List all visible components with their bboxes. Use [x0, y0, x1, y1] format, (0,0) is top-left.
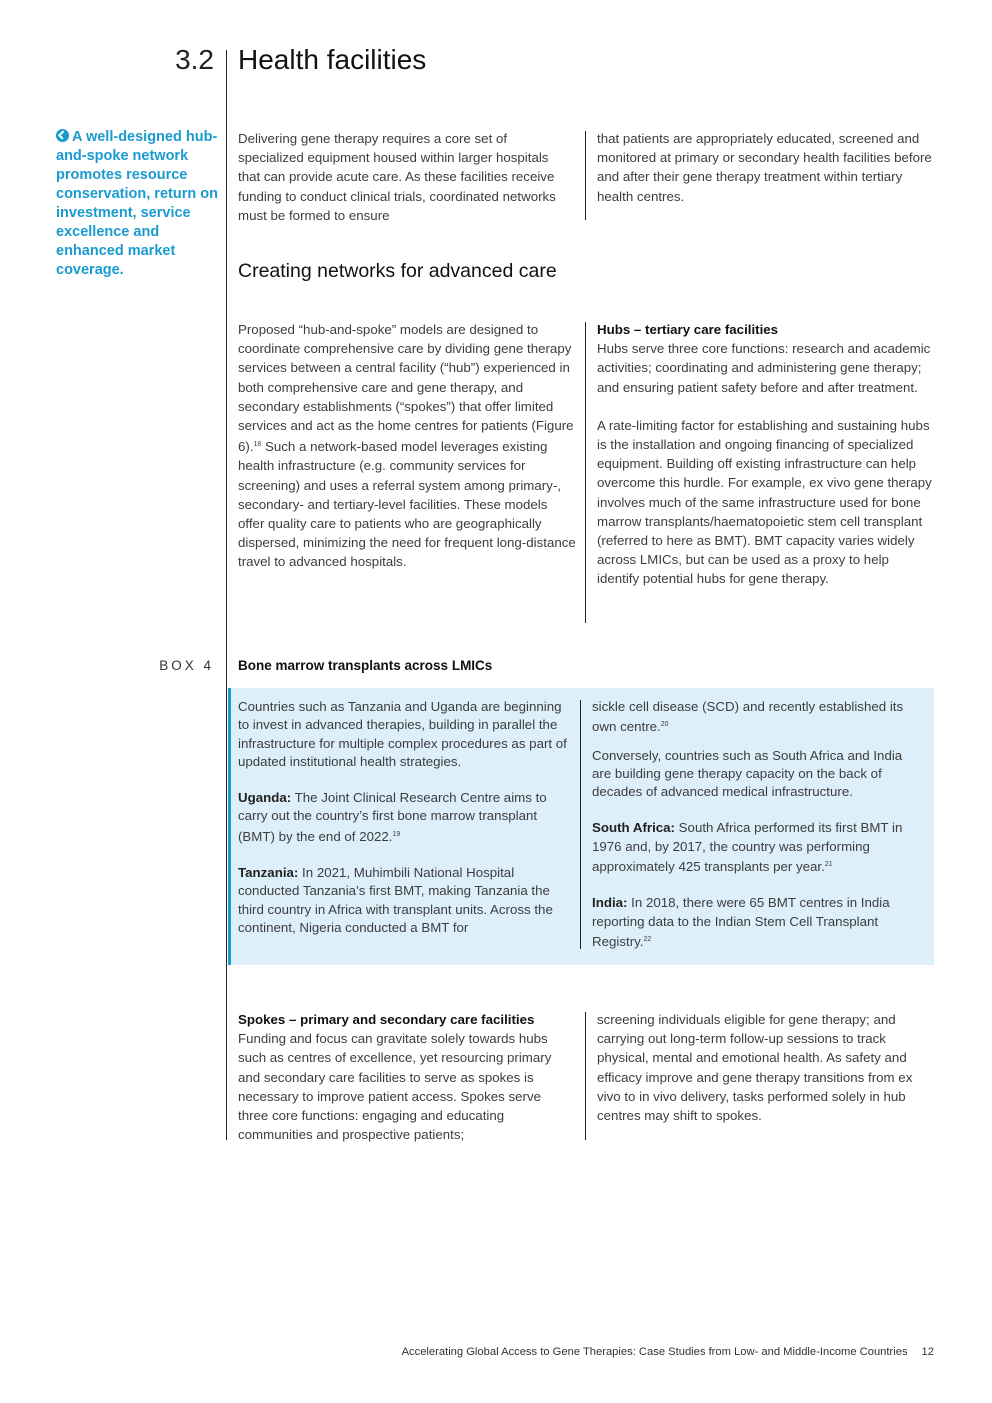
sa-label: South Africa:	[592, 820, 675, 836]
footer-title-bold: Accelerating Global Access to Gene Therapies:	[401, 1346, 636, 1358]
sa-text: South Africa performed its first BMT in 1976 and, by 2017, the country was performing approximately 425 transplants per year.	[592, 820, 903, 875]
uganda-text: The Joint Clinical Research Centre aims to carry out the country’s first bone marrow transplant (BMT) by the end of 2022.	[238, 790, 547, 844]
spokes-left	[238, 1010, 574, 1144]
page-number: 12	[921, 1346, 934, 1358]
tanzania-text: In 2021, Muhimbili National Hospital conducted Tanzania’s first BMT, making Tanzania the third country in Africa with transplant units. Across the continent, Nigeria conducted a BMT for	[238, 865, 553, 935]
footnote-ref: 18	[253, 441, 262, 449]
box-label: BOX 4	[159, 658, 214, 673]
hubs-column	[597, 320, 934, 589]
arrow-icon	[56, 129, 69, 142]
tanzania-label: Tanzania:	[238, 865, 299, 881]
spokes-left-text: Funding and focus can gravitate solely towards hubs such as centres of excellence, yet resourcing primary and secondary care facilities to serve as spokes is necessary to improve patient access. Spokes serve three core functions: engaging and educating communities and prospective patients;	[238, 1031, 552, 1143]
networks-left	[238, 320, 576, 572]
box-left-column	[238, 698, 570, 955]
box-india	[592, 894, 922, 951]
page-footer	[402, 1346, 934, 1358]
networks-left-cont: Such a network-based model leverages existing health infrastructure (e.g. community services for screening) and uses a referral system among primary-, secondary- and tertiary-level facilities. These models offer quality care to patients who are geographically dispersed, minimizing the need for frequent long-distance travel to advanced hospitals.	[238, 439, 576, 570]
footnote-ref: 22	[643, 935, 652, 943]
intro-right: that patients are appropriately educated, screened and monitored at primary or secondary health facilities before and after their gene therapy treatment within tertiary health centres.	[597, 131, 932, 204]
box-scd	[592, 698, 922, 737]
spokes-right: screening individuals eligible for gene therapy; and carrying out long-term follow-up sessions to track physical, mental and emotional health. As safety and efficacy improve and gene therapy transitions from ex vivo to in vivo delivery, tasks performed solely in hub centres may shift to spokes.	[597, 1012, 913, 1124]
footer-title-rest: Case Studies from Low- and Middle-Income Countries	[635, 1346, 908, 1358]
india-label: India:	[592, 895, 628, 911]
box-tanzania	[238, 864, 570, 937]
box-title: Bone marrow transplants across LMICs	[238, 658, 493, 673]
intro-left: Delivering gene therapy requires a core set of specialized equipment housed within larger hospitals that can provide acute care. As these facilities receive funding to conduct clinical trials, coordinated networks must be formed to ensure	[238, 131, 556, 223]
scd-text: sickle cell disease (SCD) and recently established its own centre.	[592, 699, 904, 735]
footnote-ref: 19	[392, 830, 401, 838]
box-intro: Countries such as Tanzania and Uganda are beginning to invest in advanced therapies, building in parallel the infrastructure for multiple complex procedures as part of updated institutional health strategies.	[238, 699, 567, 769]
margin-rule	[226, 50, 227, 1140]
section-number: 3.2	[175, 44, 214, 75]
pull-quote	[56, 128, 220, 280]
footnote-ref: 20	[660, 721, 669, 729]
box-right-column	[592, 698, 922, 969]
page-title: Health facilities	[238, 44, 427, 75]
india-text: In 2018, there were 65 BMT centres in India reporting data to the Indian Stem Cell Transplant Registry.	[592, 895, 890, 949]
column-rule-networks	[585, 322, 586, 623]
pull-quote-text: A well-designed hub-and-spoke network promotes resource conservation, return on investment, service excellence and enhanced market coverage.	[56, 129, 218, 278]
box-column-rule	[580, 700, 581, 949]
hubs-heading: Hubs – tertiary care facilities	[597, 322, 779, 337]
hubs-paragraph-2: A rate-limiting factor for establishing and sustaining hubs is the installation and ongoing financing of specialized equipment. Building off existing infrastructure can help overcome this hurdle. For example, ex vivo gene therapy involves much of the same infrastructure used for bone marrow transplants/haematopoietic stem cell transplant (referred to here as BMT). BMT capacity varies widely across LMICs, but can be used as a proxy to help identify potential hubs for gene therapy.	[597, 417, 932, 587]
uganda-label: Uganda:	[238, 790, 292, 806]
box-uganda	[238, 789, 570, 846]
subheading: Creating networks for advanced care	[238, 260, 557, 282]
box-south-africa	[592, 819, 922, 876]
box-conversely: Conversely, countries such as South Africa and India are building gene therapy capacity on the back of decades of advanced medical infrastructure.	[592, 747, 903, 800]
column-rule-spokes	[585, 1012, 586, 1140]
networks-left-text: Proposed “hub-and-spoke” models are designed to coordinate comprehensive care by dividing gene therapy services between a central facility (“hub”) experienced in both comprehensive care and gene therapy, and secondary establishments (“spokes”) that offer limited services and act as the home centres for patients (Figure 6).	[238, 322, 574, 455]
column-rule-intro	[585, 131, 586, 220]
spokes-heading: Spokes – primary and secondary care facilities	[238, 1012, 535, 1027]
footnote-ref: 21	[824, 861, 833, 869]
hubs-paragraph-1: Hubs serve three core functions: research and academic activities; coordinating and administering gene therapy; and ensuring patient safety before and after treatment.	[597, 341, 931, 395]
